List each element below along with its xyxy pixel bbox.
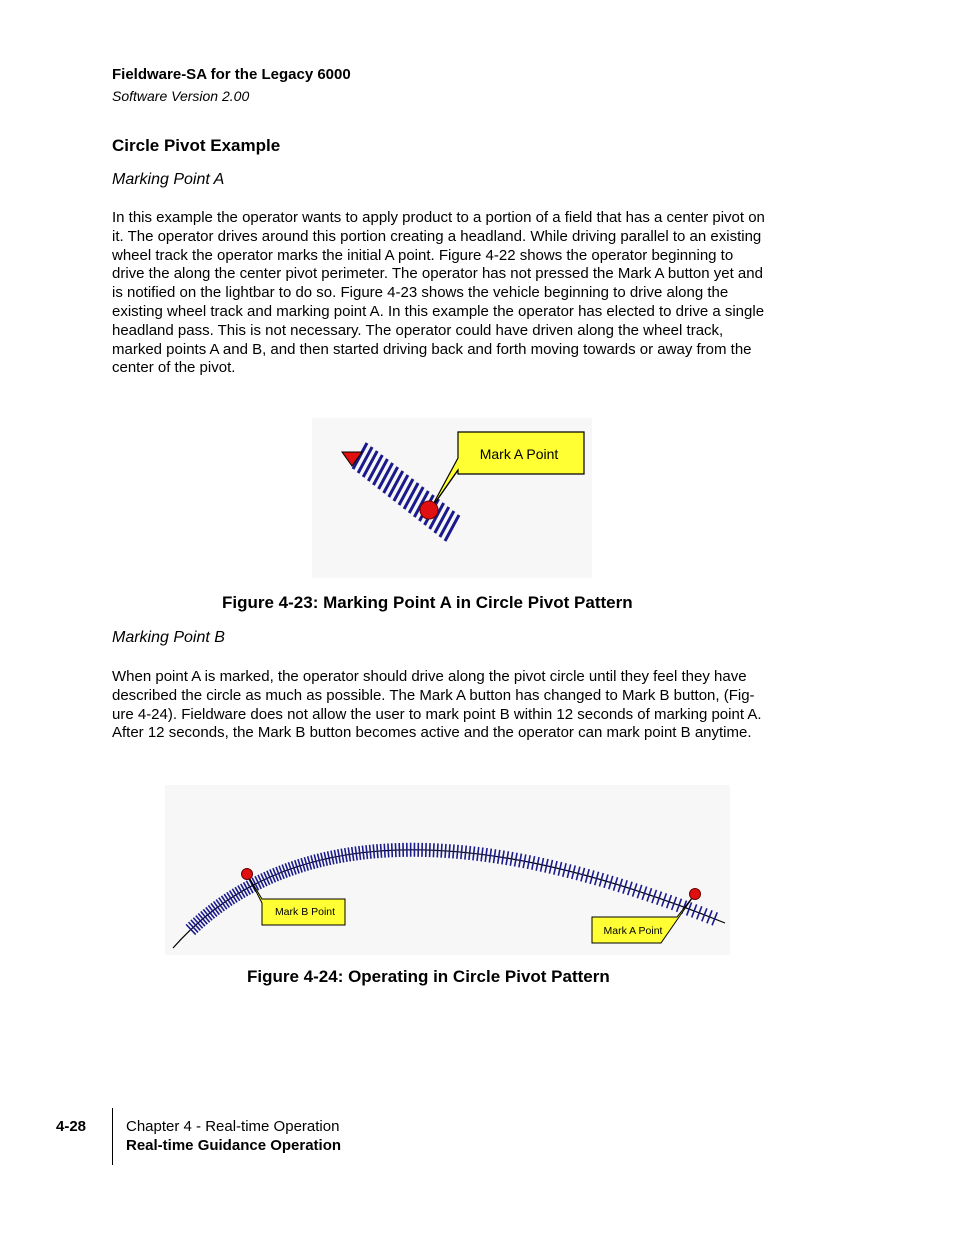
footer-chapter: Chapter 4 - Real-time Operation [126, 1118, 340, 1135]
section-title: Circle Pivot Example [112, 136, 281, 155]
paragraph-line: marked points A and B, and then started driving back and forth moving towards or away from the [112, 340, 752, 358]
paragraph-line: existing wheel track and marking point A. In this example the operator has elected to drive a single [112, 302, 765, 320]
paragraph-line: drive the along the center pivot perimeter. The operator has not pressed the Mark A button yet and [112, 265, 763, 283]
software-version: Software Version 2.00 [112, 88, 250, 104]
paragraph-line: is notified on the lightbar to do so. Figure 4-23 shows the vehicle beginning to drive along the [112, 284, 729, 302]
paragraph-line: wheel track the operator marks the initial A point. Figure 4-22 shows the operator beginning to [112, 246, 734, 264]
page-number: 4-28 [56, 1118, 87, 1135]
footer-divider [112, 1108, 113, 1165]
paragraph-marking-b [112, 668, 792, 743]
footer-section: Real-time Guidance Operation [126, 1137, 342, 1154]
point-a-marker-icon [420, 501, 438, 519]
figure-4-24-caption: Figure 4-24: Operating in Circle Pivot Pattern [247, 967, 610, 986]
paragraph-marking-a [112, 209, 792, 378]
track-tick [388, 843, 389, 857]
point-a-marker-icon [690, 889, 701, 900]
paragraph-line: described the circle as much as possible. The Mark A button has changed to Mark B button, (Fig- [112, 686, 755, 704]
paragraph-line: it. The operator drives around this portion creating a headland. While driving parallel to an existing [112, 227, 762, 245]
paragraph-line: In this example the operator wants to apply product to a portion of a field that has a center pivot on [112, 209, 765, 226]
track-tick [377, 844, 378, 858]
callout-mark-b-label: Mark B Point [274, 906, 336, 918]
callout-mark-a-label-small: Mark A Point [603, 925, 663, 937]
track-tick [453, 844, 454, 858]
track-tick [441, 844, 442, 858]
document-title: Fieldware-SA for the Legacy 6000 [112, 66, 351, 83]
track-tick [445, 844, 446, 858]
subsection-heading-marking-a: Marking Point A [112, 171, 225, 188]
subsection-heading-marking-b: Marking Point B [112, 629, 225, 646]
track-tick [384, 844, 385, 858]
track-tick [449, 844, 450, 858]
callout-mark-a-label: Mark A Point [479, 446, 559, 462]
paragraph-line: headland pass. This is not necessary. The operator could have driven along the wheel track, [112, 321, 724, 339]
figure-4-23-caption: Figure 4-23: Marking Point A in Circle Pivot Pattern [222, 593, 633, 612]
track-tick [395, 843, 396, 857]
paragraph-line: center of the pivot. [112, 359, 236, 377]
point-b-marker-icon [242, 869, 253, 880]
track-tick [381, 844, 382, 858]
figure-4-23-illustration [312, 418, 592, 578]
track-tick [437, 843, 438, 857]
figure-4-24-illustration [165, 785, 730, 955]
paragraph-line: After 12 seconds, the Mark B button becomes active and the operator can mark point B anytime. [112, 724, 752, 742]
track-tick [392, 843, 393, 857]
paragraph-line: When point A is marked, the operator should drive along the pivot circle until they feel they have [112, 668, 747, 685]
paragraph-line: ure 4-24). Fieldware does not allow the user to mark point B within 12 seconds of marking point A. [112, 705, 762, 723]
track-tick [433, 843, 434, 857]
